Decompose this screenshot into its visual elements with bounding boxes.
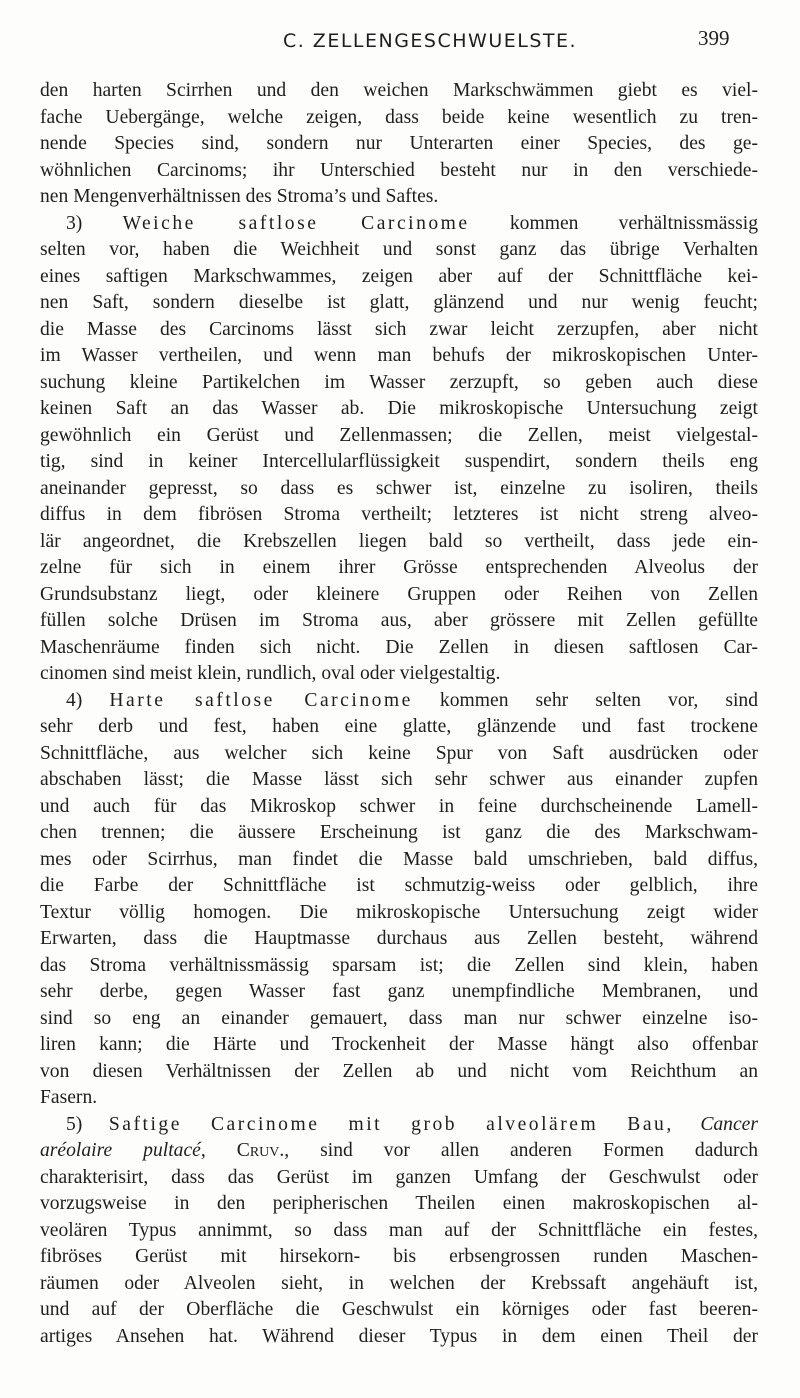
text-line: eines saftigen Markschwammes, zeigen aber auf der Schnittfläche kei- — [40, 265, 758, 287]
text-line: veolären Typus annimmt, so dass man auf der Schnittfläche ein festes, — [40, 1219, 758, 1241]
text-fragment: , — [200, 1140, 237, 1161]
text-line: vorzugsweise in den peripherischen Theilen einen makroskopischen al- — [40, 1193, 758, 1214]
text-line: gewöhnlich ein Gerüst und Zellenmassen; die Zellen, meist vielgestal- — [40, 424, 758, 446]
text-line: selten vor, haben die Weichheit und sonst ganz das übrige Verhalten — [40, 239, 758, 260]
section-number: 5) — [66, 1113, 109, 1135]
text-line: Maschenräume finden sich nicht. Die Zellen in diesen saftlosen Car- — [40, 636, 758, 658]
text-line: sehr derb und fest, haben eine glatte, glänzende und fast trockene — [40, 716, 758, 737]
text-line: mes oder Scirrhus, man findet die Masse bald umschrieben, bald diffus, — [40, 848, 758, 870]
text-line: Grundsubstanz liegt, oder kleinere Gruppen oder Reihen von Zellen — [40, 583, 758, 605]
text-line: nende Species sind, sondern nur Unterarten einer Species, des ge- — [40, 133, 758, 154]
text-fragment: kommen verhältnissmässig — [469, 212, 758, 234]
section-heading: Saftige Carcinome mit grob alveolärem Bau, — [108, 1113, 674, 1135]
text-line: Schnittfläche, aus welcher sich keine Spur von Saft ausdrücken oder — [40, 742, 758, 764]
page-number: 399 — [698, 26, 730, 50]
text-fragment: , sind vor allen anderen Formen dadurch — [284, 1140, 759, 1161]
text-line: den harten Scirrhen und den weichen Markschwämmen giebt es viel- — [40, 80, 758, 101]
text-line: chen trennen; die äussere Erscheinung ist ganz die des Markschwam- — [40, 822, 758, 843]
text-fragment — [674, 1114, 701, 1135]
text-line: und auch für das Mikroskop schwer in feine durchscheinende Lamell- — [40, 795, 758, 817]
section-heading-line — [40, 1112, 758, 1139]
author-citation: Cruv. — [236, 1140, 285, 1161]
text-line: sind so eng an einander gemauert, dass man nur schwer einzelne iso- — [40, 1007, 758, 1029]
text-line: nen Mengenverhältnissen des Stroma’s und Saftes. — [40, 186, 439, 207]
running-title: C. ZELLENGESCHWUELSTE. — [282, 30, 578, 52]
french-term: aréolaire pultacé — [40, 1140, 201, 1161]
section-number: 3) — [66, 212, 123, 234]
text-line: im Wasser vertheilen, und wenn man behufs der mikroskopischen Unter- — [40, 345, 758, 366]
text-line: suchung kleine Partikelchen im Wasser zerzupft, so geben auch diese — [40, 371, 758, 393]
section-number: 4) — [66, 689, 110, 711]
text-line: aneinander gepresst, so dass es schwer ist, einzelne zu isoliren, theils — [40, 477, 758, 499]
text-line: Erwarten, dass die Hauptmasse durchaus aus Zellen besteht, während — [40, 928, 758, 949]
text-line: lär angeordnet, die Krebszellen liegen bald so vertheilt, dass jede ein- — [40, 530, 758, 552]
text-line: liren kann; die Härte und Trockenheit der Masse hängt also offenbar — [40, 1034, 758, 1055]
text-line: Fasern. — [40, 1087, 98, 1108]
french-term: Cancer — [700, 1113, 758, 1135]
text-line: fache Uebergänge, welche zeigen, dass beide keine wesentlich zu tren- — [40, 106, 758, 128]
text-line: wöhnlichen Carcinoms; ihr Unterschied besteht nur in den verschiede- — [40, 159, 758, 181]
text-line: Textur völlig homogen. Die mikroskopische Untersuchung zeigt wider — [40, 901, 758, 923]
text-line: charakterisirt, dass das Gerüst im ganzen Umfang der Geschwulst oder — [40, 1166, 758, 1188]
text-line: das Stroma verhältnissmässig sparsam ist; die Zellen sind klein, haben — [40, 954, 758, 976]
text-line: füllen solche Drüsen im Stroma aus, aber grössere mit Zellen gefüllte — [40, 610, 758, 631]
section-heading-line — [40, 211, 758, 238]
text-line: die Masse des Carcinoms lässt sich zwar leicht zerzupfen, aber nicht — [40, 318, 758, 340]
text-line: diffus in dem fibrösen Stroma vertheilt; letzteres ist nicht streng alveo- — [40, 504, 758, 525]
section-heading: Weiche saftlose Carcinome — [122, 212, 470, 234]
text-line: cinomen sind meist klein, rundlich, oval oder vielgestaltig. — [40, 663, 501, 684]
text-line: räumen oder Alveolen sieht, in welchen der Krebssaft angehäuft ist, — [40, 1272, 758, 1294]
body-text — [40, 78, 758, 1350]
text-line: zelne für sich in einem ihrer Grösse entsprechenden Alveolus der — [40, 557, 758, 578]
text-line: die Farbe der Schnittfläche ist schmutzig-weiss oder gelblich, ihre — [40, 875, 758, 896]
text-line: artiges Ansehen hat. Während dieser Typus in dem einen Theil der — [40, 1325, 758, 1347]
text-fragment: kommen sehr selten vor, sind — [412, 689, 758, 711]
text-line: fibröses Gerüst mit hirsekorn- bis erbsengrossen runden Maschen- — [40, 1246, 758, 1267]
text-line: von diesen Verhältnissen der Zellen ab und nicht vom Reichthum an — [40, 1060, 758, 1082]
section-heading: Harte saftlose Carcinome — [109, 689, 413, 711]
text-line: sehr derbe, gegen Wasser fast ganz unempfindliche Membranen, und — [40, 981, 758, 1002]
text-line — [40, 1138, 758, 1165]
text-line: keinen Saft an das Wasser ab. Die mikroskopische Untersuchung zeigt — [40, 398, 758, 419]
text-line: abschaben lässt; die Masse lässt sich sehr schwer aus einander zupfen — [40, 769, 758, 790]
text-line: tig, sind in keiner Intercellularflüssigkeit suspendirt, sondern theils eng — [40, 451, 758, 472]
text-line: nen Saft, sondern dieselbe ist glatt, glänzend und nur wenig feucht; — [40, 292, 758, 313]
section-heading-line — [40, 688, 758, 715]
text-line: und auf der Oberfläche die Geschwulst ein körniges oder fast beeren- — [40, 1299, 758, 1320]
